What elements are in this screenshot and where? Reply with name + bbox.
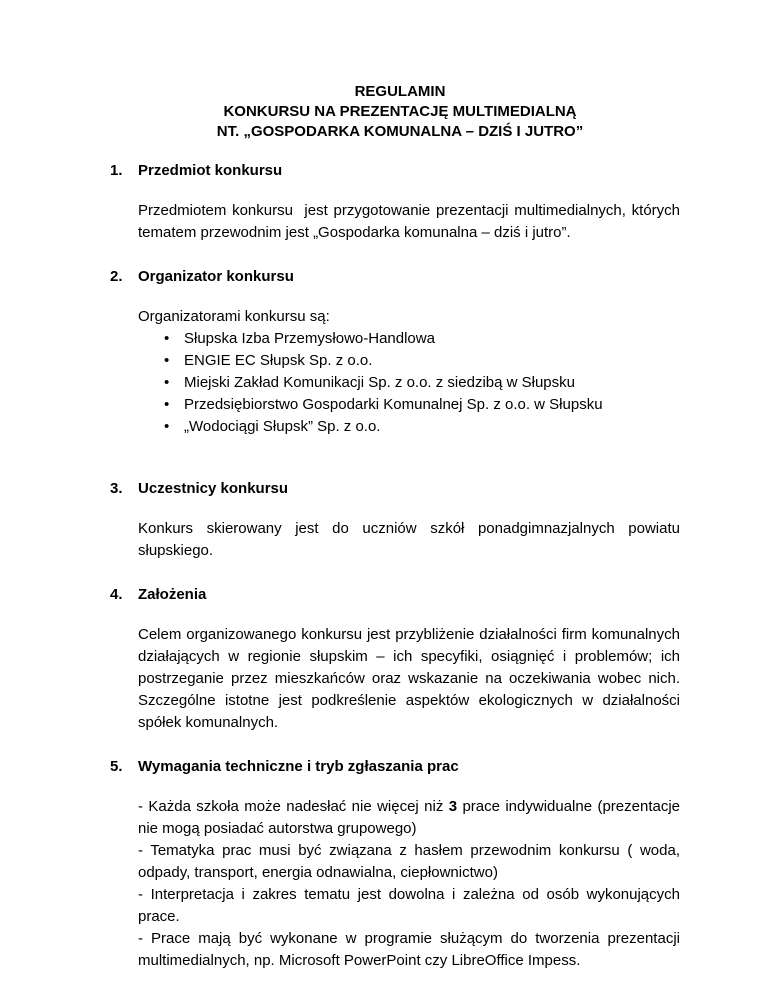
title-line-2: KONKURSU NA PREZENTACJĘ MULTIMEDIALNĄ (223, 103, 577, 120)
section-5-heading (110, 756, 680, 778)
requirement-1: - Każda szkoła może nadesłać nie więcej niż 3 prace indywidualne (prezentacje nie mogą posiadać autorstwa grupowego) (138, 798, 681, 837)
section-4-body: Celem organizowanego konkursu jest przybliżenie działalności firm komunalnych działających w regionie słupskim – ich specyfiki, osiągnięć i problemów; ich postrzeganie przez mieszkańców oraz wskazanie na oczekiwania wobec nich. Szczególne istotne jest podkreślenie aspektów ekologicznych w działalności spółek komunalnych. (138, 626, 680, 731)
section-1-number: 1. (110, 162, 123, 179)
requirement-2: - Tematyka prac musi być związana z hasłem przewodnim konkursu ( woda, odpady, transport, energia odnawialna, ciepłownictwo) (138, 842, 680, 881)
bullet-icon: • (164, 418, 170, 435)
list-item: • Słupska Izba Przemysłowo-Handlowa (164, 328, 680, 350)
section-5-number: 5. (110, 758, 123, 775)
list-item: • ENGIE EC Słupsk Sp. z o.o. (164, 350, 680, 372)
list-item: • Miejski Zakład Komunikacji Sp. z o.o. z siedzibą w Słupsku (164, 372, 680, 394)
requirement-4: - Prace mają być wykonane w programie służącym do tworzenia prezentacji multimedialnych, np. Microsoft PowerPoint czy LibreOffice Impess. (138, 930, 680, 969)
section-3-title: Uczestnicy konkursu (138, 480, 289, 497)
section-2-number: 2. (110, 268, 123, 285)
title-line-3: NT. „GOSPODARKA KOMUNALNA – DZIŚ I JUTRO” (216, 123, 584, 140)
section-3-heading (110, 478, 680, 500)
bullet-icon: • (164, 352, 170, 369)
bullet-icon: • (164, 330, 170, 347)
section-2-body (138, 306, 680, 438)
organizers-list (138, 328, 680, 438)
list-item: • Przedsiębiorstwo Gospodarki Komunalnej Sp. z o.o. w Słupsku (164, 394, 680, 416)
section-2-title: Organizator konkursu (138, 268, 294, 285)
section-3-body: Konkurs skierowany jest do uczniów szkół ponadgimnazjalnych powiatu słupskiego. (138, 520, 680, 559)
bullet-icon: • (164, 396, 170, 413)
list-item: • „Wodociągi Słupsk” Sp. z o.o. (164, 416, 680, 438)
section-1-heading (110, 160, 680, 182)
document-title (120, 82, 680, 142)
section-4-title: Założenia (138, 586, 207, 603)
section-4-heading (110, 584, 680, 606)
title-line-1: REGULAMIN (354, 83, 446, 100)
max-works-count: 3 (448, 798, 458, 815)
section-1-body: Przedmiotem konkursu jest przygotowanie prezentacji multimedialnych, których tematem przewodnim jest „Gospodarka komunalna – dziś i jutro”. (138, 202, 685, 241)
section-3-number: 3. (110, 480, 123, 497)
bullet-icon: • (164, 374, 170, 391)
section-2-heading (110, 266, 680, 288)
section-5-title: Wymagania techniczne i tryb zgłaszania prac (138, 758, 459, 775)
requirement-3: - Interpretacja i zakres tematu jest dowolna i zależna od osób wykonujących prace. (138, 886, 680, 925)
section-4-number: 4. (110, 586, 123, 603)
section-1-title: Przedmiot konkursu (138, 162, 283, 179)
section-5-body (138, 796, 680, 972)
organizers-intro: Organizatorami konkursu są: (138, 308, 330, 325)
